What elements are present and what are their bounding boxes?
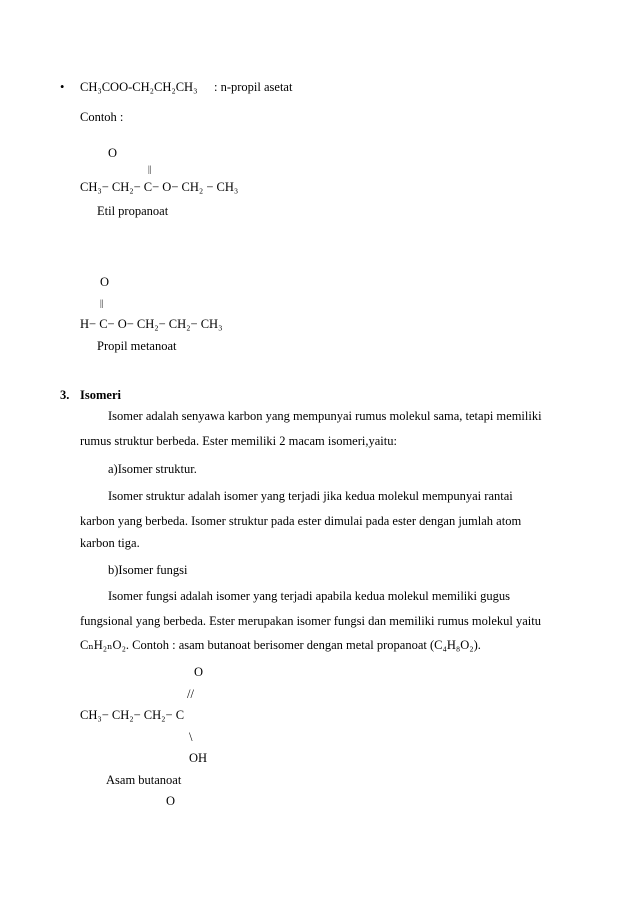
structure3-chain: CH₃− CH₂− CH₂− C: [80, 708, 185, 722]
bullet-icon: •: [60, 80, 65, 94]
structure1-chain: CH₃− CH₂− C− O− CH₂ − CH₃: [80, 180, 239, 194]
section-title: Isomeri: [80, 388, 121, 402]
structure1-oxygen: O: [108, 146, 118, 160]
isomer-fungsi-line3: CₙH₂ₙO₂. Contoh : asam butanoat berisomer dengan metal propanoat (C₄H₈O₂).: [80, 638, 481, 652]
ester-formula: CH₃COO-CH₂CH₂CH₃: [80, 80, 198, 94]
next-structure-oxygen: O: [166, 794, 176, 808]
intro-paragraph-line1: Isomer adalah senyawa karbon yang mempunyai rumus molekul sama, tetapi memiliki: [108, 409, 542, 423]
structure3-hydroxyl: OH: [189, 751, 208, 765]
intro-paragraph-line2: rumus struktur berbeda. Ester memiliki 2 macam isomeri,yaitu:: [80, 434, 397, 448]
isomer-struktur-heading: a)Isomer struktur.: [108, 462, 197, 476]
isomer-fungsi-heading: b)Isomer fungsi: [108, 563, 188, 577]
structure2-chain: H− C− O− CH₂− CH₂− CH₃: [80, 317, 223, 331]
structure2-name: Propil metanoat: [97, 339, 177, 353]
contoh-label: Contoh :: [80, 110, 124, 124]
isomer-struktur-line2: karbon yang berbeda. Isomer struktur pada ester dimulai pada ester dengan jumlah atom: [80, 514, 522, 528]
structure3-oxygen: O: [194, 665, 204, 679]
structure1-double-bond: ||: [148, 164, 152, 174]
structure2-oxygen: O: [100, 275, 110, 289]
structure1-name: Etil propanoat: [97, 204, 169, 218]
isomer-fungsi-line1: Isomer fungsi adalah isomer yang terjadi apabila kedua molekul memiliki gugus: [108, 589, 510, 603]
isomer-struktur-line3: karbon tiga.: [80, 536, 140, 550]
structure3-double-bond: //: [187, 687, 194, 701]
ester-name: : n-propil asetat: [214, 80, 293, 94]
structure2-double-bond: ||: [100, 298, 104, 308]
structure3-name: Asam butanoat: [106, 773, 182, 787]
isomer-fungsi-line2: fungsional yang berbeda. Ester merupakan isomer fungsi dan memiliki rumus molekul yaitu: [80, 614, 542, 628]
structure3-single-bond: \: [189, 730, 193, 744]
section-number: 3.: [60, 388, 70, 402]
isomer-struktur-line1: Isomer struktur adalah isomer yang terjadi jika kedua molekul mempunyai rantai: [108, 489, 513, 503]
